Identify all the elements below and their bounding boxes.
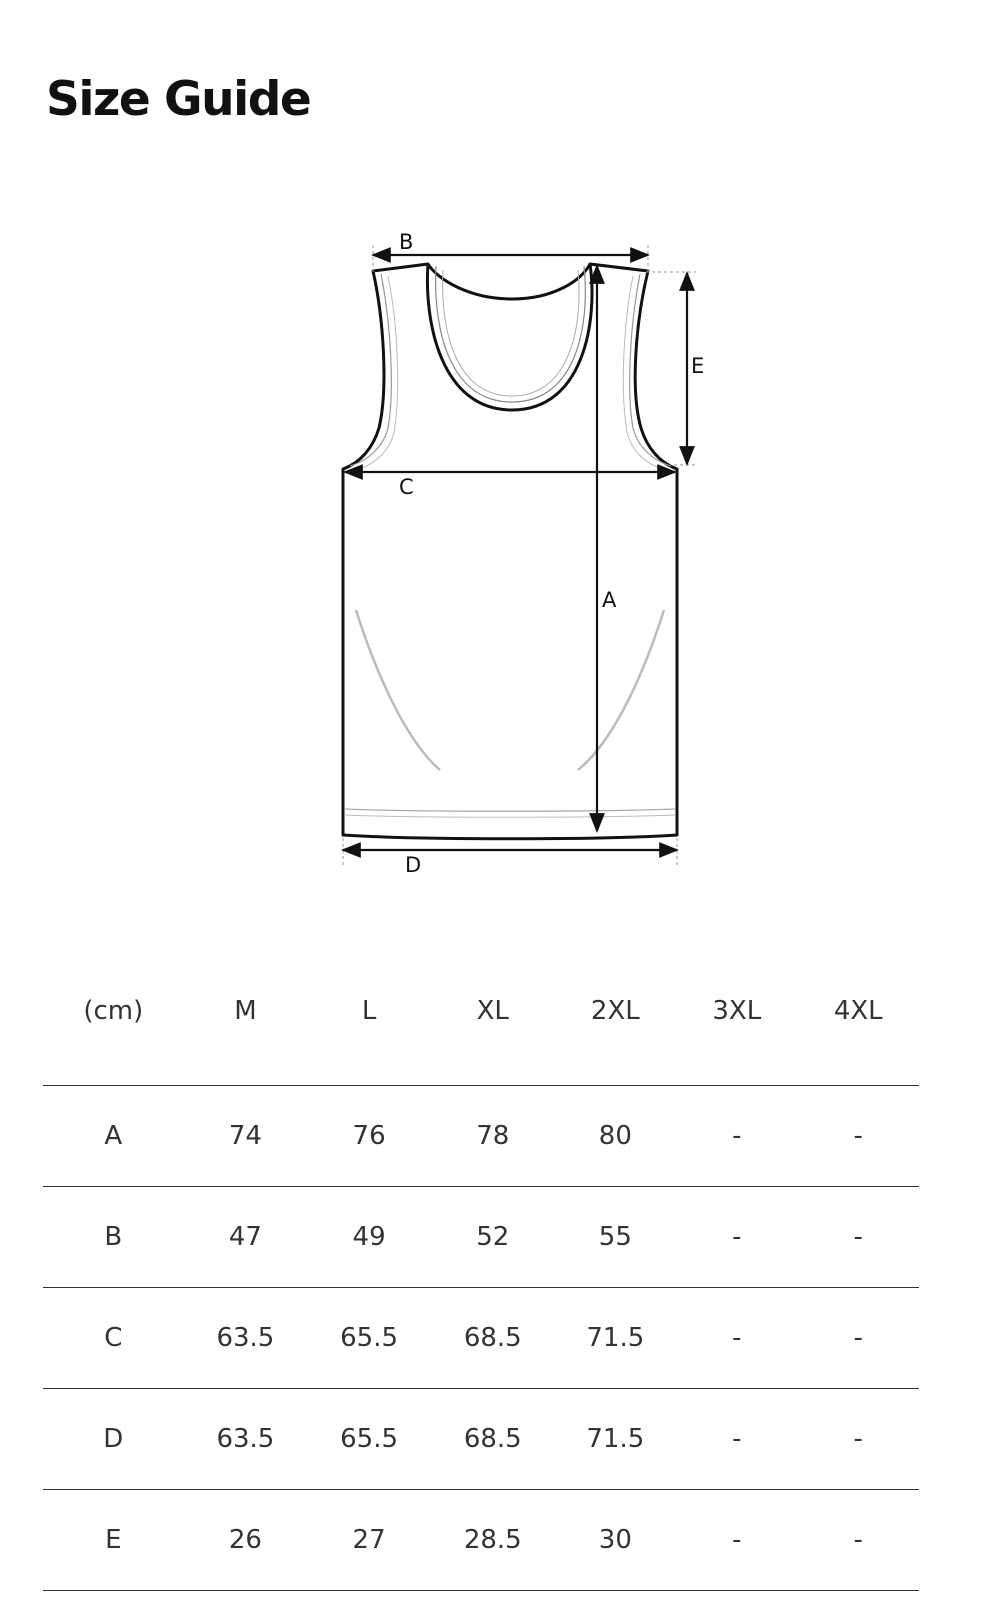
- size-header-row: [43, 986, 919, 1085]
- table-cell: 30: [598, 1524, 632, 1555]
- table-row: [43, 1186, 919, 1287]
- table-cell: -: [732, 1120, 742, 1151]
- table-cell: 74: [228, 1120, 262, 1151]
- table-cell: 78: [476, 1120, 510, 1151]
- table-cell: 76: [352, 1120, 386, 1151]
- table-cell: 28.5: [463, 1524, 522, 1555]
- table-cell: -: [853, 1120, 863, 1151]
- table-cell: -: [853, 1423, 863, 1454]
- table-cell: 68.5: [463, 1322, 522, 1353]
- table-cell: 47: [228, 1221, 262, 1252]
- table-cell: 52: [476, 1221, 510, 1252]
- table-cell: -: [732, 1221, 742, 1252]
- table-cell: 71.5: [586, 1322, 645, 1353]
- page-title: Size Guide: [46, 72, 311, 127]
- table-cell: 65.5: [340, 1322, 399, 1353]
- table-cell: 26: [228, 1524, 262, 1555]
- table-cell: 63.5: [216, 1322, 275, 1353]
- dimension-c-label: C: [399, 475, 414, 499]
- table-cell: -: [853, 1221, 863, 1252]
- dimension-a-label: A: [602, 588, 617, 612]
- table-cell: -: [853, 1524, 863, 1555]
- table-row: [43, 1287, 919, 1388]
- size-chart-table: [43, 986, 919, 1591]
- measurement-label: D: [103, 1423, 124, 1454]
- table-cell: 71.5: [586, 1423, 645, 1454]
- measurement-label: B: [104, 1221, 123, 1252]
- table-cell: 65.5: [340, 1423, 399, 1454]
- measurement-label: A: [104, 1120, 123, 1151]
- dimension-e-label: E: [691, 354, 705, 378]
- dimension-b-label: B: [399, 230, 414, 254]
- table-cell: -: [732, 1423, 742, 1454]
- size-header: 2XL: [590, 996, 640, 1026]
- table-row: [43, 1085, 919, 1186]
- table-row: [43, 1489, 919, 1590]
- size-header: 4XL: [833, 996, 883, 1026]
- measurement-label: C: [104, 1322, 123, 1353]
- table-cell: -: [732, 1524, 742, 1555]
- table-cell: -: [732, 1322, 742, 1353]
- measurement-label: E: [105, 1524, 122, 1555]
- table-cell: 49: [352, 1221, 386, 1252]
- size-header: L: [361, 996, 377, 1026]
- table-cell: 68.5: [463, 1423, 522, 1454]
- size-header: 3XL: [712, 996, 762, 1026]
- table-cell: 63.5: [216, 1423, 275, 1454]
- size-header: XL: [476, 996, 509, 1026]
- table-row: [43, 1388, 919, 1489]
- unit-label: (cm): [83, 996, 144, 1026]
- size-header: M: [234, 996, 257, 1026]
- table-cell: 27: [352, 1524, 386, 1555]
- table-cell: 55: [598, 1221, 632, 1252]
- tank-top-outline: [343, 264, 677, 839]
- dimension-d-label: D: [405, 853, 422, 877]
- table-cell: -: [853, 1322, 863, 1353]
- table-cell: 80: [598, 1120, 632, 1151]
